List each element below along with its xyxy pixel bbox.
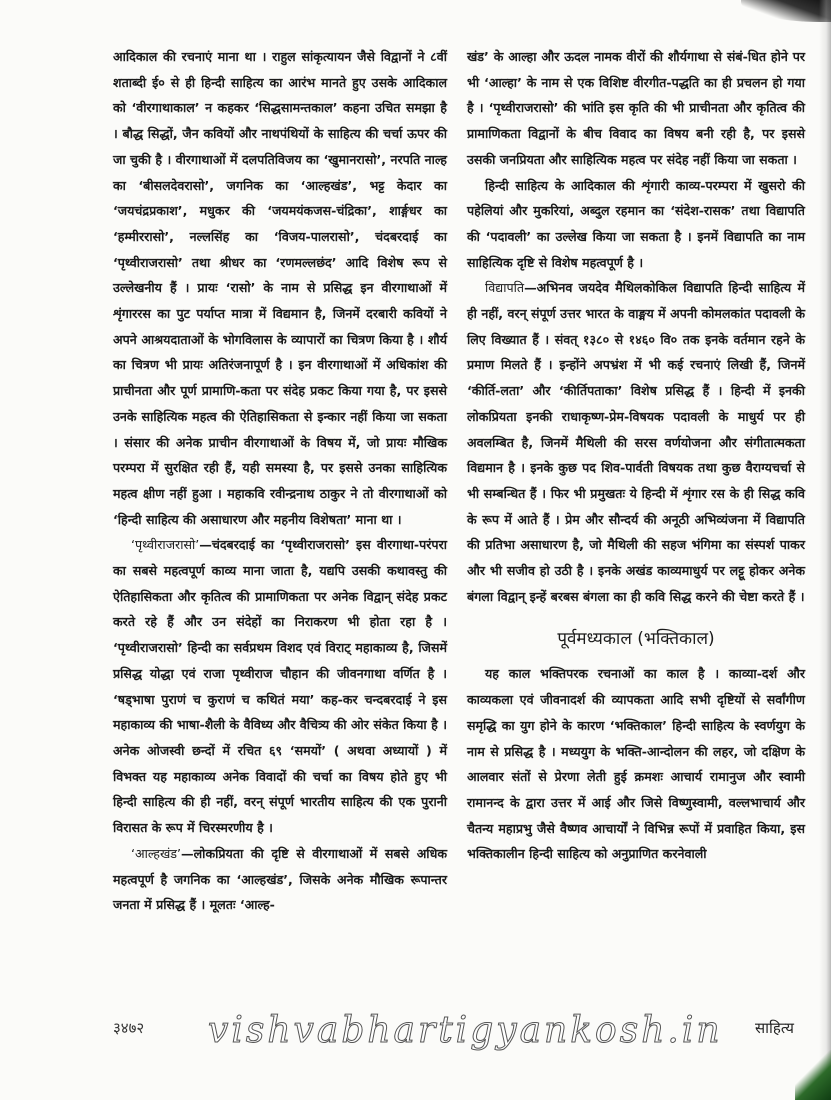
paragraph-bhaktikal — [467, 661, 805, 867]
paragraph-alhakhand — [113, 841, 447, 918]
paragraph-text: —लोकप्रियता की दृष्टि से वीरगाथाओं में सबसे अधिक महत्वपूर्ण है जगनिक का ‘आल्हखंड’, जिसके अनेक मौखिक रूपान्तर जनता में प्रसिद्ध हैं । मूलतः ‘आल्ह- — [113, 845, 447, 913]
left-column — [113, 44, 447, 918]
paragraph-vidyapati — [467, 275, 805, 609]
right-column — [467, 44, 805, 867]
paragraph-text: आदिकाल की रचनाएं माना था । राहुल सांकृत्यायन जैसे विद्वानों ने ८वीं शताब्दी ई० से ही हिन्दी साहित्य का आरंभ मानते हुए उसके आदिकाल को ‘वीरगाथाकाल’ न कहकर ‘सिद्धसामन्तकाल’ कहना उचित समझा है । बौद्ध सिद्धों, जैन कवियों और नाथपंथियों के साहित्य की चर्चा ऊपर की जा चुकी है । वीरगाथाओं में दलपतिविजय का ‘खुमानरासो’, नरपति नाल्ह का ‘बीसलदेवरासो’, जगनिक का ‘आल्हखंड’, भट्ट केदार का ‘जयचंद्रप्रकाश’, मधुकर की ‘जयमयंकजस-चंद्रिका’, शार्ङ्गधर का ‘हम्मीररासो’, नल्लसिंह का ‘विजय-पालरासो’, चंदबरदाई का ‘पृथ्वीराजरासो’ तथा श्रीधर का ‘रणमल्लछंद’ आदि विशेष रूप से उल्लेखनीय हैं । प्रायः ‘रासो’ के नाम से प्रसिद्ध इन वीरगाथाओं में शृंगाररस का पुट पर्याप्त मात्रा में विद्यमान है, जिनमें दरबारी कवियों ने अपने आश्रयदाताओं के भोगविलास के व्यापारों का चित्रण किया है । शौर्य का चित्रण भी प्रायः अतिरंजनापूर्ण है । इन वीरगाथाओं में अधिकांश की प्राचीनता और पूर्ण प्रामाणि-कता पर संदेह प्रकट किया गया है, पर इससे उनके साहित्यिक महत्व की ऐतिहासिकता से इन्कार नहीं किया जा सकता । संसार की अनेक प्राचीन वीरगाथाओं के विषय में, जो प्रायः मौखिक परम्परा में सुरक्षित रही हैं, यही समस्या है, पर इससे उनका साहित्यिक महत्व क्षीण नहीं हुआ । महाकवि रवीन्द्रनाथ ठाकुर ने तो वीरगाथाओं को ‘हिन्दी साहित्य की असाधारण और महनीय विशेषता’ माना था । — [113, 49, 447, 527]
running-footer: साहित्य — [755, 1019, 794, 1037]
paragraph-lead-term: ‘आल्हखंड’ — [131, 845, 182, 861]
watermark: vishvabhartigyankosh.in — [208, 1010, 723, 1051]
section-heading: पूर्वमध्यकाल (भक्तिकाल) — [557, 629, 715, 650]
paragraph-text: खंड’ के आल्हा और ऊदल नामक वीरों की शौर्यगाथा से संबं-धित होने पर भी ‘आल्हा’ के नाम से एक विशिष्ट वीरगीत-पद्धति का ही प्रचलन हो गया है । ‘पृथ्वीराजरासो’ की भांति इस कृति की भी प्राचीनता और कृतित्व की प्रामाणिकता विद्वानों के बीच विवाद का विषय बनी रही है, पर इससे उसकी जनप्रियता और साहित्यिक महत्व पर संदेह नहीं किया जा सकता । — [467, 49, 805, 167]
page-curl-shadow — [741, 0, 831, 22]
paragraph-alhakhand-continued — [467, 44, 805, 173]
page-edge — [819, 0, 831, 1100]
paragraph-lead-term: विद्यापति — [485, 280, 525, 296]
book-cover-corner — [795, 1050, 831, 1100]
paragraph-text: —चंदबरदाई का ‘पृथ्वीराजरासो’ इस वीरगाथा-परंपरा का सबसे महत्वपूर्ण काव्य माना जाता है, यद्यपि उसकी कथावस्तु की ऐतिहासिकता और कृतित्व की प्रामाणिकता पर अनेक विद्वान् संदेह प्रकट करते रहे हैं और उन संदेहों का निराकरण भी होता रहा है । ‘पृथ्वीराजरासो’ हिन्दी का सर्वप्रथम विशद एवं विराट् महाकाव्य है, जिसमें प्रसिद्ध योद्धा एवं राजा पृथ्वीराज चौहान की जीवनगाथा वर्णित है । ‘षड्भाषा पुराणं च कुराणं च कथितं मया’ कह-कर चन्दबरदाई ने इस महाकाव्य की भाषा-शैली के वैविध्य और वैचित्र्य की ओर संकेत किया है । अनेक ओजस्वी छन्दों में रचित ६९ ‘समयों’ ( अथवा अध्यायों ) में विभक्त यह महाकाव्य अनेक विवादों की चर्चा का विषय होते हुए भी हिन्दी साहित्य की ही नहीं, वरन् संपूर्ण भारतीय साहित्य की एक पुरानी विरासत के रूप में चिरस्मरणीय है । — [113, 537, 447, 836]
paragraph-lead-term: ‘पृथ्वीराजरासो’ — [131, 537, 200, 553]
paragraph-text: यह काल भक्तिपरक रचनाओं का काल है । काव्या-दर्श और काव्यकला एवं जीवनादर्श की व्यापकता आदि सभी दृष्टियों से सर्वांगीण समृद्धि का युग होने के कारण ‘भक्तिकाल’ हिन्दी साहित्य के स्वर्णयुग के नाम से प्रसिद्ध है । मध्ययुग के भक्ति-आन्दोलन की लहर, जो दक्षिण के आलवार संतों से प्रेरणा लेती हुई क्रमशः आचार्य रामानुज और स्वामी रामानन्द के द्वारा उत्तर में आई और जिसे विष्णुस्वामी, वल्लभाचार्य और चैतन्य महाप्रभु जैसे वैष्णव आचार्यों ने विभिन्न रूपों में प्रवाहित किया, इस भक्तिकालीन हिन्दी साहित्य को अनुप्राणित करनेवाली — [467, 666, 805, 862]
paragraph-text: —अभिनव जयदेव मैथिलकोकिल विद्यापति हिन्दी साहित्य में ही नहीं, वरन् संपूर्ण उत्तर भारत के वाङ्मय में अपनी कोमलकांत पदावली के लिए विख्यात हैं । संवत् १३८० से १४६० वि० तक इनके वर्तमान रहने के प्रमाण मिलते हैं । इन्होंने अपभ्रंश में भी कई रचनाएं लिखी हैं, जिनमें ‘कीर्ति-लता’ और ‘कीर्तिपताका’ विशेष प्रसिद्ध हैं । हिन्दी में इनकी लोकप्रियता इनकी राधाकृष्ण-प्रेम-विषयक पदावली के माधुर्य पर ही अवलम्बित है, जिनमें मैथिली की सरस वर्णयोजना और संगीतात्मकता विद्यमान है । इनके कुछ पद शिव-पार्वती विषयक तथा कुछ वैराग्यचर्चा से भी सम्बन्धित हैं । फिर भी प्रमुखतः ये हिन्दी में शृंगार रस के ही सिद्ध कवि के रूप में आते हैं । प्रेम और सौन्दर्य की अनूठी अभिव्यंजना में विद्यापति की प्रतिभा असाधारण है, जो मैथिली की सहज भंगिमा का संस्पर्श पाकर और भी सजीव हो उठी है । इनके अखंड काव्यमाधुर्य पर लट्टू होकर अनेक बंगला विद्वान् इन्हें बरबस बंगला का ही कवि सिद्ध करने की चेष्टा करते हैं । — [467, 280, 805, 604]
paragraph-shringari-parampara — [467, 173, 805, 276]
page-number: ३४७२ — [113, 1019, 145, 1037]
paragraph-text: हिन्दी साहित्य के आदिकाल की शृंगारी काव्य-परम्परा में खुसरो की पहेलियां और मुकरियां, अब्दुल रहमान का ‘संदेश-रासक’ तथा विद्यापति की ‘पदावली’ का उल्लेख किया जा सकता है । इनमें विद्यापति का नाम साहित्यिक दृष्टि से विशेष महत्वपूर्ण है । — [467, 177, 805, 270]
paragraph-prithvirajraso — [113, 532, 447, 840]
paragraph-adikal-intro — [113, 44, 447, 532]
